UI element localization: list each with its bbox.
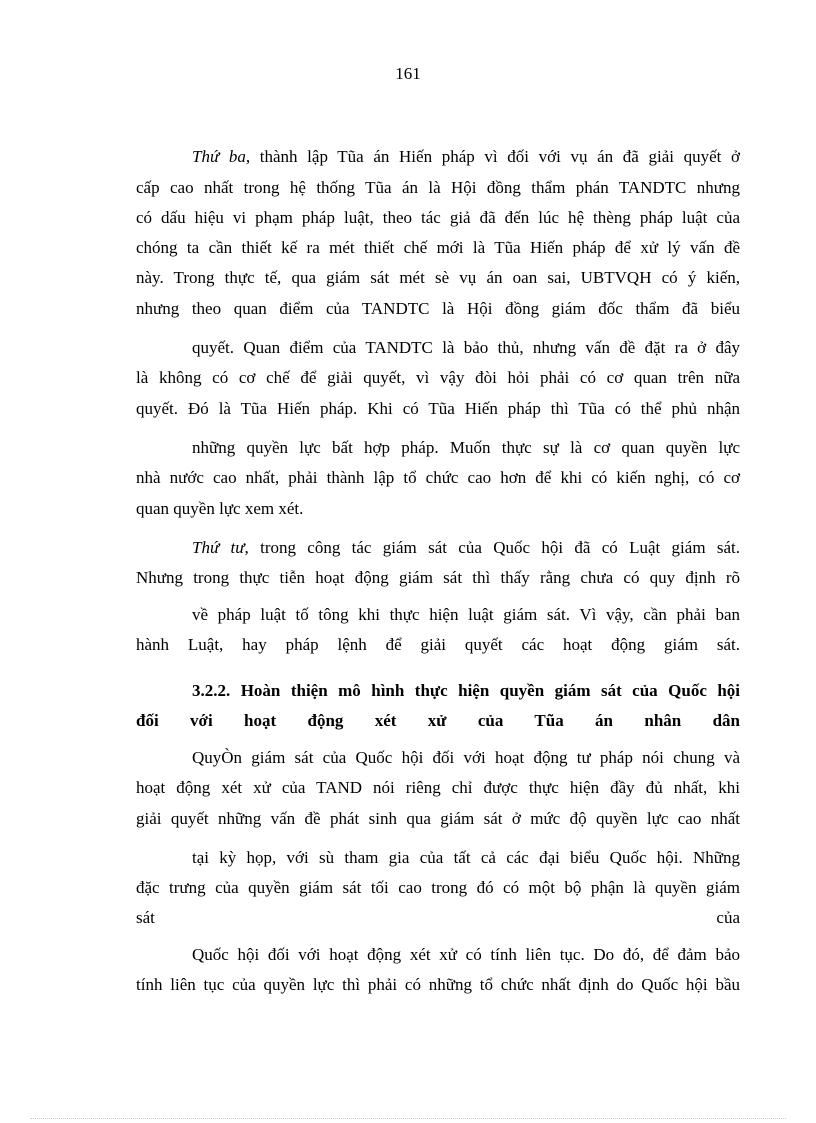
text-line: Thứ tư, trong công tác giám sát của Quốc hội đã có Luật giám sát.: [192, 538, 740, 557]
text-line: nhưng theo quan điểm của TANDTC là Hội đồng giám đốc thẩm đã biểu: [136, 299, 740, 318]
text-line: nhà nước cao nhất, phải thành lập tổ chức cao hơn để khi có kiến nghị, có cơ: [136, 468, 740, 487]
text-line: những quyền lực bất hợp pháp. Muốn thực sự là cơ quan quyền lực: [192, 438, 740, 457]
section-heading: 3.2.2. Hoàn thiện mô hình thực hiện quyền giám sát của Quốc hội: [192, 681, 740, 700]
section-heading: đối với hoạt động xét xử của Tũa án nhân dân: [136, 711, 740, 730]
text-line: có dấu hiệu vi phạm pháp luật, theo tác giả đã đến lúc hệ thèng pháp luật của: [136, 208, 740, 227]
text-line: Thứ ba, thành lập Tũa án Hiến pháp vì đối với vụ án đã giải quyết ở: [192, 147, 741, 166]
text-line: về pháp luật tố tông khi thực hiện luật giám sát. Vì vậy, cần phải ban: [192, 605, 740, 624]
text-line: Quốc hội đối với hoạt động xét xử có tính liên tục. Do đó, để đảm bảo: [192, 945, 740, 964]
text-line: quan quyền lực xem xét.: [136, 499, 304, 518]
text-line: cấp cao nhất trong hệ thống Tũa án là Hội đồng thẩm phán TANDTC nhưng: [136, 178, 740, 197]
text-line: này. Trong thực tế, qua giám sát mét sè vụ án oan sai, UBTVQH có ý kiến,: [136, 268, 740, 287]
text-line: QuyÒn giám sát của Quốc hội đối với hoạt động tư pháp nói chung và: [192, 748, 740, 767]
text-line: tại kỳ họp, với sù tham gia của tất cả các đại biểu Quốc hội. Những: [192, 848, 740, 867]
page-bottom-rule: [30, 1118, 786, 1119]
text-line: đặc trưng của quyền giám sát tối cao trong đó có một bộ phận là quyền giám: [136, 878, 740, 897]
text-line: giải quyết những vấn đề phát sinh qua giám sát ở mức độ quyền lực cao nhất: [136, 809, 740, 828]
text-line: chóng ta cần thiết kế ra mét thiết chế mới là Tũa Hiến pháp để xử lý vấn đề: [136, 238, 740, 257]
text-line: tính liên tục của quyền lực thì phải có những tổ chức nhất định do Quốc hội bầu: [136, 975, 740, 994]
page-number: 161: [395, 64, 421, 83]
text-line: quyết. Quan điểm của TANDTC là bảo thủ, nhưng vấn đề đặt ra ở đây: [192, 338, 740, 357]
text-line: hành Luật, hay pháp lệnh để giải quyết các hoạt động giám sát.: [136, 635, 740, 654]
text-line: sát của: [136, 908, 740, 927]
text-line: là không có cơ chế để giải quyết, vì vậy đòi hỏi phải có cơ quan trên nữa: [136, 368, 740, 387]
text-line: Nhưng trong thực tiễn hoạt động giám sát thì thấy rằng chưa có quy định rõ: [136, 568, 740, 587]
text-line: hoạt động xét xử của TAND nói riêng chỉ được thực hiện đầy đủ nhất, khi: [136, 778, 740, 797]
text-line: quyết. Đó là Tũa Hiến pháp. Khi có Tũa Hiến pháp thì Tũa có thể phủ nhận: [136, 399, 740, 418]
